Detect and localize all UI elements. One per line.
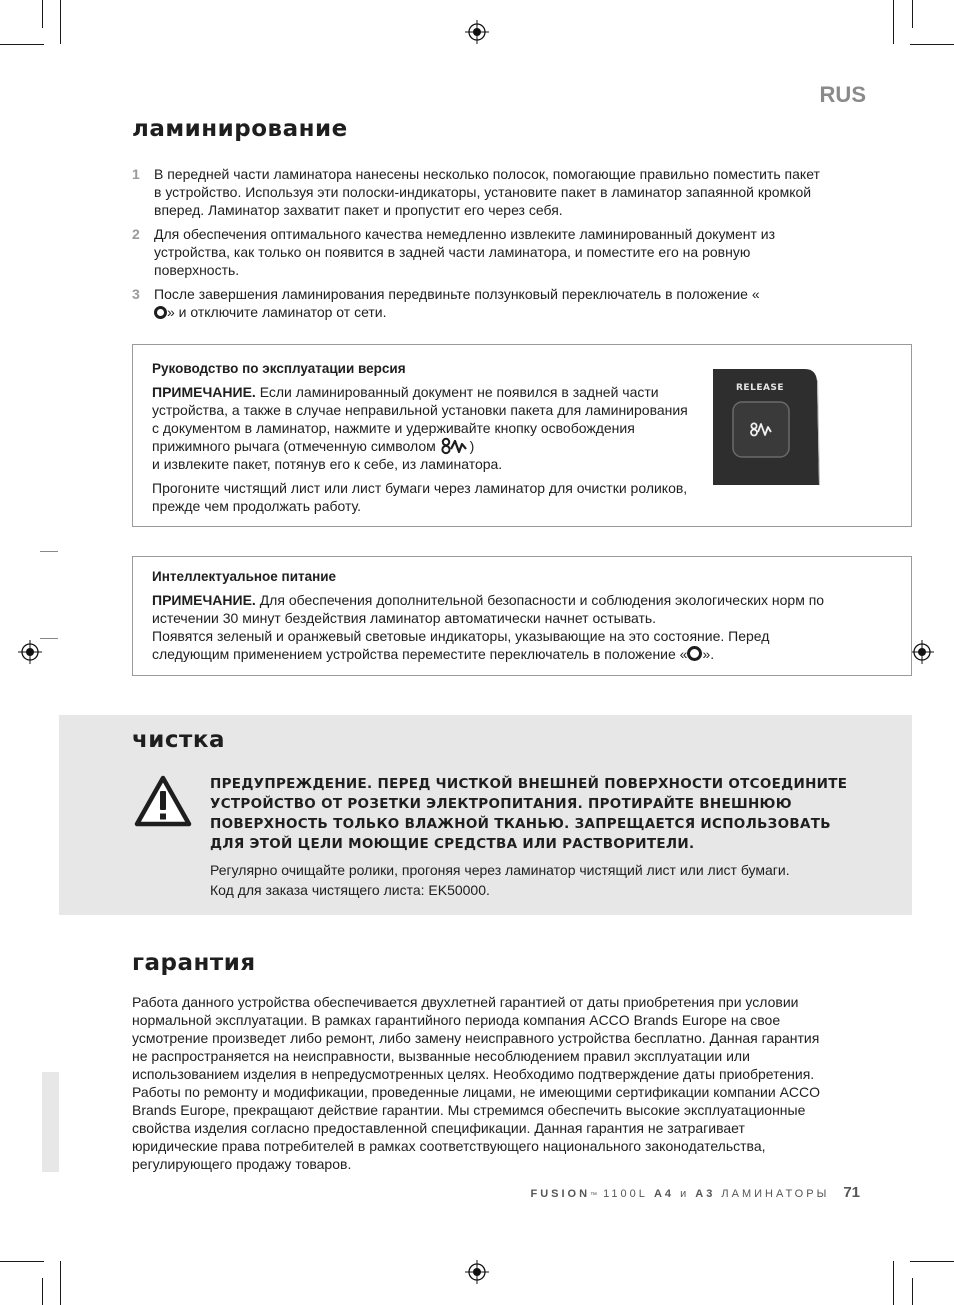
section-heading-warranty: гарантия [132, 950, 256, 976]
crop-mark [910, 44, 954, 45]
note-paragraph [152, 591, 832, 663]
page-number: 71 [843, 1184, 860, 1201]
box-title: Интеллектуальное питание [152, 569, 337, 584]
step-number: 3 [132, 286, 140, 302]
note-text: Если ламинированный документ не появился в задней части устройства, а также в случае неправильной установки пакета для ламинирования с документом в ламинатор, нажмите и удерживайте кнопку освобождения прижимного рычага (отмеченную символом [152, 384, 688, 454]
laminating-steps-list [130, 165, 830, 327]
list-item [130, 165, 830, 219]
note-text-line2: Появятся зеленый и оранжевый световые индикаторы, указывающие на это состояние. Перед следующим применением устройства переместите переключатель в положение « [152, 628, 770, 662]
footer-brand: FUSION [530, 1188, 591, 1200]
cleaning-instructions [210, 860, 850, 900]
step-text [154, 285, 830, 321]
note-text-end: ». [702, 646, 715, 662]
step-text-after: » и отключите ламинатор от сети. [167, 304, 387, 320]
crop-mark [912, 0, 913, 28]
cleaning-order-code: Код для заказа чистящего листа: EK50000. [210, 882, 490, 898]
box-title: Руководство по эксплуатации версия [152, 361, 406, 376]
warning-triangle-icon [134, 775, 192, 827]
registration-mark-icon [465, 1260, 489, 1284]
side-tab [42, 1072, 59, 1172]
footer-size-a4: A4 [653, 1188, 674, 1200]
footer-trademark: ™ [590, 1192, 598, 1199]
cleaning-line: Регулярно очищайте ролики, прогоняя через ламинатор чистящий лист или лист бумаги. [210, 862, 790, 878]
note-text: Для обеспечения дополнительной безопасности и соблюдения экологических норм по истечении 30 минут бездействия ламинатор автоматически начнет остывать. [152, 592, 825, 626]
cleaning-sheet-paragraph: Прогоните чистящий лист или лист бумаги через ламинатор для очистки роликов, прежде чем продолжать работу. [152, 480, 688, 514]
crop-mark [60, 1261, 61, 1305]
step-text-before: После завершения ламинирования передвиньте ползунковый переключатель в положение « [154, 286, 760, 302]
note-label: ПРИМЕЧАНИЕ. [152, 592, 256, 608]
footer-product: ЛАМИНАТОРЫ [721, 1188, 830, 1200]
crop-mark [40, 551, 58, 552]
page-footer [480, 1184, 860, 1204]
crop-mark [893, 1261, 894, 1305]
cleaning-warning-text: ПРЕДУПРЕЖДЕНИЕ. ПЕРЕД ЧИСТКОЙ ВНЕШНЕЙ ПОВЕРХНОСТИ ОТСОЕДИНИТЕ УСТРОЙСТВО ОТ РОЗЕТКИ ЭЛЕКТРОПИТАНИЯ. ПРОТИРАЙТЕ ВНЕШНЮЮ ПОВЕРХНОСТЬ ТОЛЬКО ВЛАЖНОЙ ТКАНЬЮ. ЗАПРЕЩАЕТСЯ ИСПОЛЬЗОВАТЬ ДЛЯ ЭТОЙ ЦЕЛИ МОЮЩИЕ СРЕДСТВА ИЛИ РАСТВОРИТЕЛИ. [210, 776, 848, 852]
step-text: В передней части ламинатора нанесены несколько полосок, помогающие правильно поместить пакет в устройство. Используя эти полоски-индикаторы, установите пакет в ламинатор запаянной кромкой вперед. Ламинатор захватит пакет и пропустит его через себя. [154, 166, 820, 218]
off-position-icon [687, 646, 702, 661]
note-paragraph [152, 383, 692, 473]
off-position-icon [154, 306, 167, 319]
release-symbol-icon [440, 437, 470, 455]
registration-mark-icon [465, 20, 489, 44]
footer-model: 1100L [603, 1188, 648, 1200]
footer-size-a3: A3 [695, 1188, 716, 1200]
list-item [130, 225, 830, 279]
step-text: Для обеспечения оптимального качества немедленно извлеките ламинированный документ из устройства, как только он появится в задней части ламинатора, и поместите его на ровную поверхность. [154, 226, 776, 278]
section-heading-cleaning: чистка [132, 727, 226, 753]
note-label: ПРИМЕЧАНИЕ. [152, 384, 256, 400]
registration-mark-icon [18, 640, 42, 664]
step-number: 1 [132, 166, 140, 182]
note-text-end: ) [469, 438, 475, 454]
crop-mark [912, 1278, 913, 1305]
crop-mark [893, 0, 894, 44]
crop-mark [40, 638, 58, 639]
section-heading-laminating: ламинирование [132, 116, 348, 142]
list-item [130, 285, 830, 321]
crop-mark [42, 0, 43, 28]
language-code: RUS [819, 82, 866, 107]
warranty-text: Работа данного устройства обеспечивается двухлетней гарантией от даты приобретения при условии нормальной эксплуатации. В рамках гарантийного периода компания ACCO Brands Europe на свое усмотрение произведет либо ремонт, либо замену неисправного устройства бесплатно. Данная гарантия не распространяется на неисправности, вызванные несоблюдением правил эксплуатации или использованием изделия в непредусмотренных целях. Необходимо подтверждение даты приобретения. Работы по ремонту и модификации, проведенные лицами, не имеющими сертификации компании ACCO Brands Europe, прекращают действие гарантии. Мы стремимся обеспечить высокие эксплуатационные свойства изделия согласно предоставленной спецификации. Данная гарантия не затрагивает юридические права потребителей в рамках соответствующего национального законодательства, регулирующего продажу товаров. [132, 994, 821, 1172]
crop-mark [0, 1261, 44, 1262]
crop-mark [0, 44, 44, 45]
footer-conjunction: и [680, 1188, 690, 1200]
release-label: RELEASE [736, 383, 785, 393]
smart-power-note-box [132, 556, 912, 676]
step-number: 2 [132, 226, 140, 242]
registration-mark-icon [910, 640, 934, 664]
release-button-image [713, 369, 820, 485]
note-text-line2: и извлеките пакет, потянув его к себе, из ламинатора. [152, 456, 503, 472]
crop-mark [910, 1261, 954, 1262]
crop-mark [42, 1278, 43, 1305]
crop-mark [60, 0, 61, 44]
